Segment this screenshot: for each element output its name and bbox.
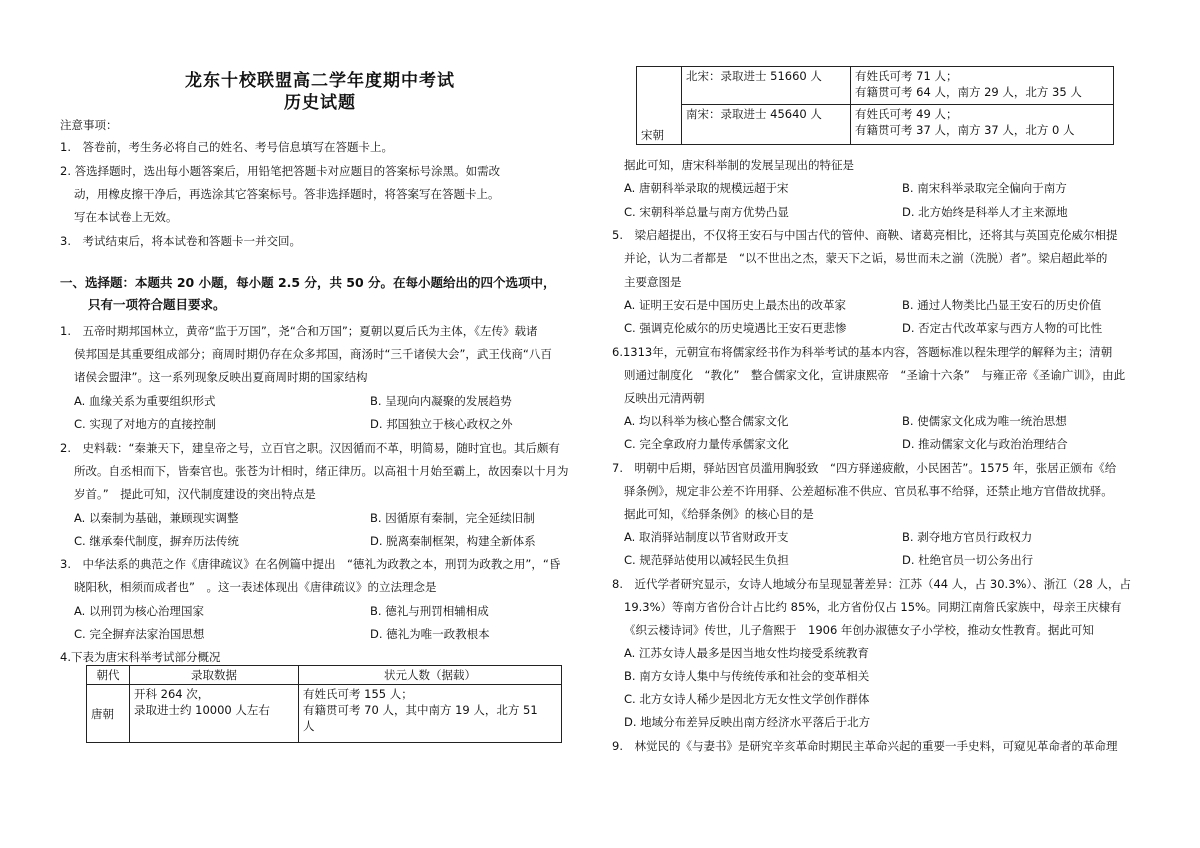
cell-line: 有姓氏可考 155 人； <box>303 687 413 701</box>
q5-option-d: D. 否定古代改革家与西方人物的可比性 <box>902 321 1103 335</box>
q4-option-a: A. 唐朝科举录取的规模远超于宋 <box>624 181 789 195</box>
section-heading-2: 只有一项符合题目要求。 <box>88 297 226 312</box>
table-header: 录取数据 <box>130 666 299 685</box>
table-cell <box>851 67 1114 105</box>
q5-option-a: A. 证明王安石是中国历史上最杰出的改革家 <box>624 298 846 312</box>
notes-line: 2. 答选择题时，选出每小题答案后，用铅笔把答题卡对应题目的答案标号涂黑。如需改 <box>60 164 501 178</box>
question-6-text: 反映出元清两朝 <box>624 391 705 405</box>
section-heading: 一、选择题：本题共 20 小题，每小题 2.5 分，共 50 分。在每小题给出的四个选项中， <box>60 275 556 290</box>
notes-line: 动，用橡皮擦干净后，再选涂其它答案标号。答非选择题时，将答案写在答题卡上。 <box>74 187 500 201</box>
table-cell: 北宋：录取进士 51660 人 <box>682 67 851 105</box>
q3-option-c: C. 完全摒弃法家治国思想 <box>74 627 205 641</box>
question-7-text: 据此可知，《给驿条例》的核心目的是 <box>624 507 814 521</box>
q6-option-d: D. 推动儒家文化与政治治理结合 <box>902 437 1068 451</box>
question-2-text: 岁首。” 提此可知，汉代制度建设的突出特点是 <box>74 487 316 501</box>
notes-heading: 注意事项： <box>60 118 118 132</box>
question-6-text: 6.1313年，元朝宣布将儒家经书作为科举考试的基本内容，答题标准以程朱理学的解释为主；清朝 <box>612 345 1113 359</box>
question-1-text: 诸侯会盟津”。这一系列现象反映出夏商周时期的国家结构 <box>74 370 368 384</box>
q3-option-b: B. 德礼与刑罚相辅相成 <box>370 604 489 618</box>
q1-option-d: D. 邦国独立于核心政权之外 <box>370 417 513 431</box>
q7-option-c: C. 规范驿站使用以减轻民生负担 <box>624 553 789 567</box>
question-7-text: 7. 明朝中后期，驿站因官员滥用胸驳致 “四方驿递疲敝，小民困苦”。1575 年，张居正颁布《给 <box>612 461 1117 475</box>
table-cell <box>851 105 1114 145</box>
cell-line: 有姓氏可考 49 人； <box>855 107 958 121</box>
q1-option-a: A. 血缘关系为重要组织形式 <box>74 394 216 408</box>
question-8-text: 19.3%）等南方省份合计占比约 85%，北方省份仅占 15%。同期江南詹氏家族中，母亲王庆棣有 <box>624 600 1122 614</box>
q7-option-d: D. 杜绝官员一切公务出行 <box>902 553 1034 567</box>
cell-line: 有籍贯可考 64 人，南方 29 人，北方 35 人 <box>855 85 1082 99</box>
table-cell: 宋朝 <box>637 67 682 145</box>
table-cell <box>299 685 562 743</box>
table-cell: 南宋：录取进士 45640 人 <box>682 105 851 145</box>
question-8-text: 8. 近代学者研究显示，女诗人地域分布呈现显著差异：江苏（44 人，占 30.3%）、浙江（28 人，占 <box>612 577 1131 591</box>
q8-option-d: D. 地域分布差异反映出南方经济水平落后于北方 <box>624 715 871 729</box>
question-4-text: 4.下表为唐宋科举考试部分概况 <box>60 650 221 664</box>
q8-option-a: A. 江苏女诗人最多是因当地女性均接受系统教育 <box>624 646 869 660</box>
question-5-text: 并论，认为二者都是 “以不世出之杰，蒙天下之诟，易世而未之湔（洗脱）者”。梁启超此举的 <box>624 251 1108 265</box>
q3-option-a: A. 以刑罚为核心治理国家 <box>74 604 204 618</box>
q8-option-c: C. 北方女诗人稀少是因北方无女性文学创作群体 <box>624 692 870 706</box>
q7-option-a: A. 取消驿站制度以节省财政开支 <box>624 530 789 544</box>
table-header: 状元人数（据载） <box>299 666 562 685</box>
table-header: 朝代 <box>87 666 130 685</box>
question-5-text: 5. 梁启超提出，不仅将王安石与中国古代的管仲、商鞅、诸葛亮相比，还将其与英国克伦威尔相提 <box>612 228 1118 242</box>
q2-option-b: B. 因循原有秦制，完全延续旧制 <box>370 511 535 525</box>
exam-title: 龙东十校联盟高二学年度期中考试 <box>185 71 455 91</box>
question-1-text: 1. 五帝时期邦国林立，黄帝“监于万国”，尧“合和万国”；夏朝以夏后氏为主体，《左传》载诸 <box>60 324 538 338</box>
q4-table-song <box>636 66 1114 145</box>
q3-option-d: D. 德礼为唯一政教根本 <box>370 627 490 641</box>
question-6-text: 则通过制度化 “教化” 整合儒家文化，宣讲康熙帝 “圣谕十六条” 与雍正帝《圣谕广训》，由此 <box>624 368 1126 382</box>
q1-option-c: C. 实现了对地方的直接控制 <box>74 417 216 431</box>
q2-option-a: A. 以秦制为基础，兼顾现实调整 <box>74 511 239 525</box>
cell-line: 有籍贯可考 70 人，其中南方 19 人，北方 51 <box>303 703 538 717</box>
notes-line: 写在本试卷上无效。 <box>74 210 178 224</box>
cell-line: 有姓氏可考 71 人； <box>855 69 958 83</box>
question-2-text: 2. 史料载：“秦兼天下，建皇帝之号，立百官之职。汉因循而不革，明简易，随时宜也。其后颇有 <box>60 441 560 455</box>
exam-subtitle: 历史试题 <box>284 93 356 113</box>
question-3-text: 3. 中华法系的典范之作《唐律疏议》在名例篇中提出 “德礼为政教之本，刑罚为政教之用”，“昏 <box>60 557 561 571</box>
q6-option-b: B. 使儒家文化成为唯一统治思想 <box>902 414 1067 428</box>
table-cell: 唐朝 <box>87 685 130 743</box>
cell-line: 人 <box>303 719 315 733</box>
question-5-text: 主要意图是 <box>624 275 682 289</box>
q4-table-tang <box>86 665 562 743</box>
cell-line: 有籍贯可考 37 人，南方 37 人，北方 0 人 <box>855 123 1075 137</box>
question-2-text: 所改。自丞相而下，皆秦官也。张苍为计相时，绪正律历。以高祖十月始至霸上，故因秦以十月为 <box>74 464 569 478</box>
q4-option-d: D. 北方始终是科举人才主来源地 <box>902 205 1068 219</box>
q7-option-b: B. 剥夺地方官员行政权力 <box>902 530 1033 544</box>
q5-option-b: B. 通过人物类比凸显王安石的历史价值 <box>902 298 1102 312</box>
q4-option-b: B. 南宋科举录取完全偏向于南方 <box>902 181 1067 195</box>
question-4-stem: 据此可知，唐宋科举制的发展呈现出的特征是 <box>624 158 854 172</box>
q2-option-d: D. 脱离秦制框架，构建全新体系 <box>370 534 536 548</box>
q4-option-c: C. 宋朝科举总量与南方优势凸显 <box>624 205 789 219</box>
q5-option-c: C. 强调克伦威尔的历史境遇比王安石更悲惨 <box>624 321 847 335</box>
table-cell <box>130 685 299 743</box>
cell-line: 录取进士约 10000 人左右 <box>134 703 270 717</box>
q8-option-b: B. 南方女诗人集中与传统传承和社会的变革相关 <box>624 669 870 683</box>
question-7-text: 驿条例》，规定非公差不许用驿、公差超标准不供应、官员私事不给驿，还禁止地方官借故扰驿。 <box>624 484 1113 498</box>
question-3-text: 晓阳秋，相须而成者也” 。这一表述体现出《唐律疏议》的立法理念是 <box>74 580 437 594</box>
notes-line: 1. 答卷前，考生务必将自己的姓名、考号信息填写在答题卡上。 <box>60 140 393 154</box>
notes-line: 3. 考试结束后，将本试卷和答题卡一并交回。 <box>60 234 301 248</box>
question-9-text: 9. 林觉民的《与妻书》是研究辛亥革命时期民主革命兴起的重要一手史料，可窥见革命者的革命理 <box>612 739 1118 753</box>
q6-option-c: C. 完全拿政府力量传承儒家文化 <box>624 437 789 451</box>
question-8-text: 《织云楼诗词》传世，儿子詹熙于 1906 年创办淑德女子小学校，推动女性教育。据此可知 <box>624 623 1094 637</box>
q6-option-a: A. 均以科举为核心整合儒家文化 <box>624 414 789 428</box>
cell-line: 开科 264 次， <box>134 687 210 701</box>
q1-option-b: B. 呈现向内凝聚的发展趋势 <box>370 394 512 408</box>
q2-option-c: C. 继承秦代制度，摒弃历法传统 <box>74 534 239 548</box>
question-1-text: 侯邦国是其重要组成部分；商周时期仍存在众多邦国，商汤时“三千诸侯大会”，武王伐商“八百 <box>74 347 552 361</box>
